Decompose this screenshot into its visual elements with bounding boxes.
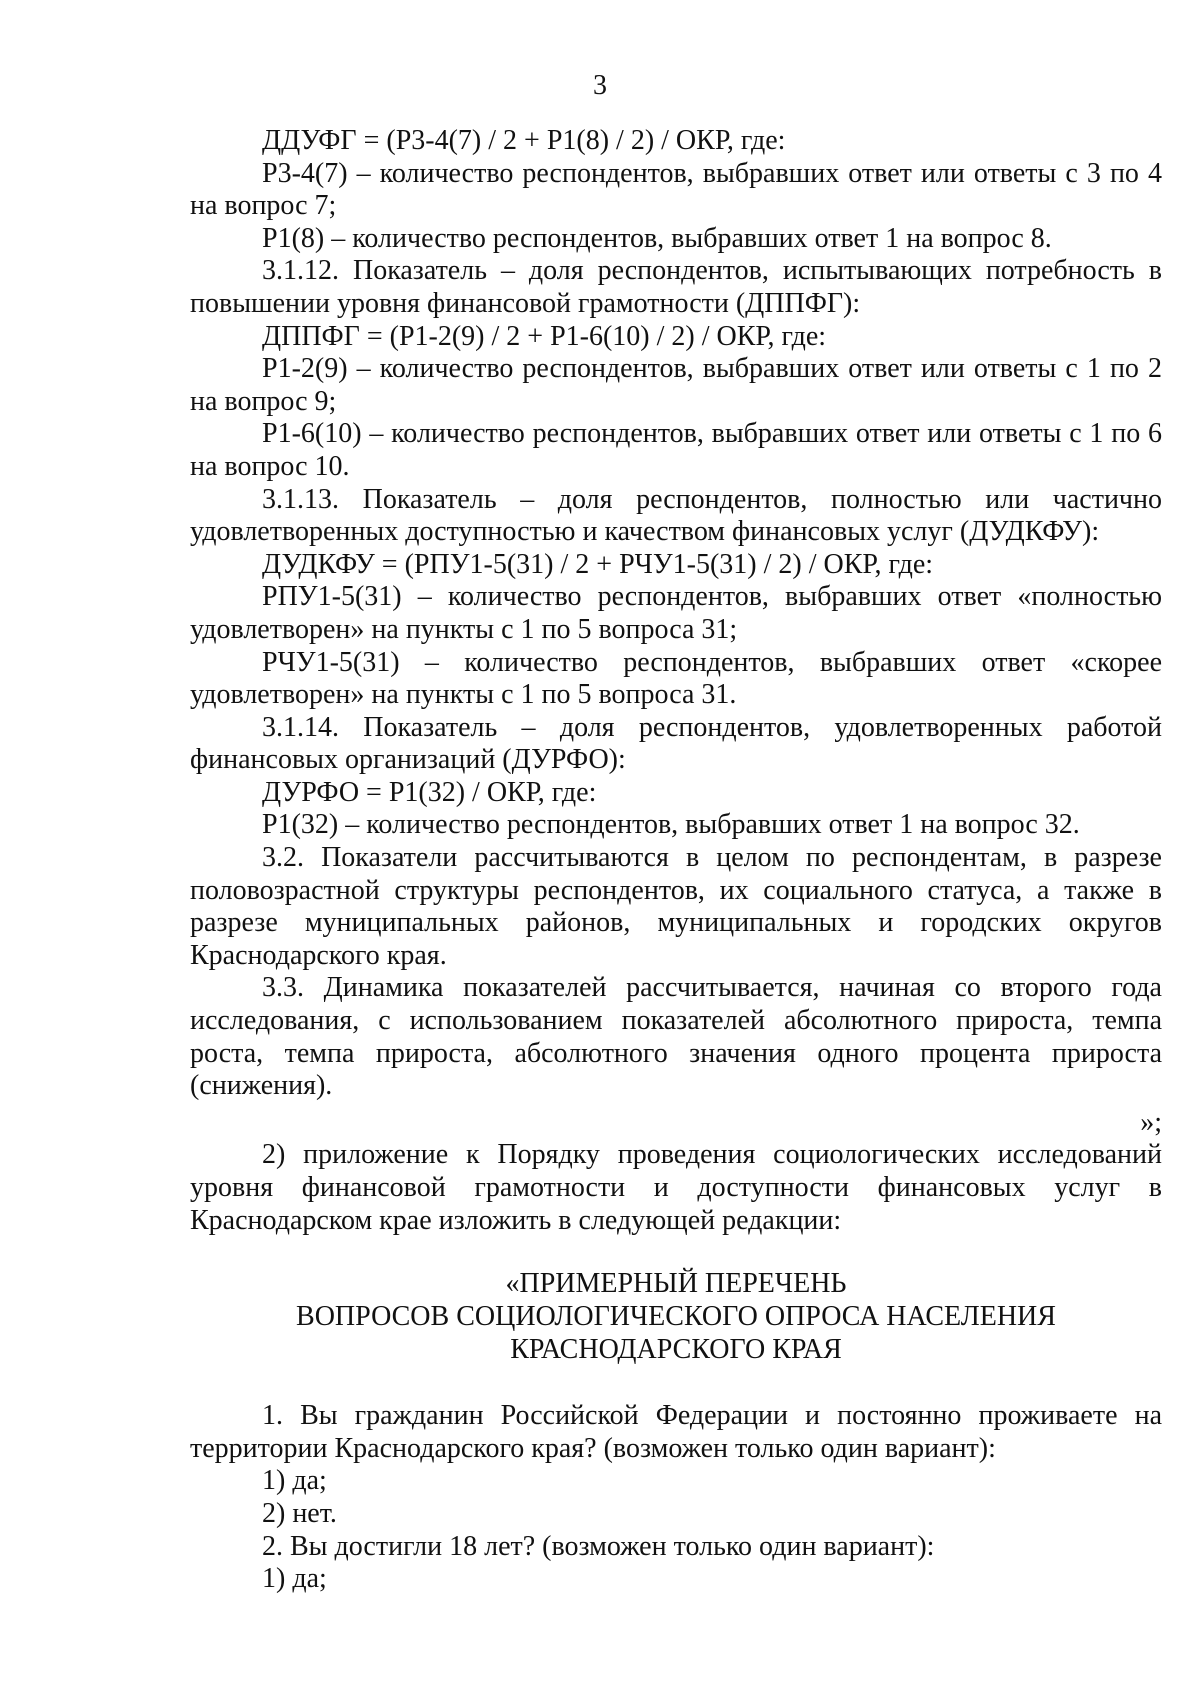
formula-dppfg: ДППФГ = (Р1-2(9) / 2 + Р1-6(10) / 2) / ОКР, где: [262, 320, 827, 352]
closing-quote: »; [1140, 1106, 1162, 1138]
spacer [190, 1237, 1162, 1267]
paragraph-3-3: 3.3. Динамика показателей рассчитывается, начиная со второго года [262, 972, 1162, 1004]
paragraph-3-2-cont-3: Краснодарского края. [190, 939, 447, 971]
question-2: 2. Вы достигли 18 лет? (возможен только один вариант): [262, 1530, 935, 1562]
paragraph-3-3-cont-2: роста, темпа прироста, абсолютного значения одного процента прироста [190, 1037, 1162, 1069]
paragraph-3-2: 3.2. Показатели рассчитываются в целом по респондентам, в разрезе [262, 842, 1162, 874]
page-number: 3 [593, 70, 607, 101]
paragraph-3-1-13-cont: удовлетворенных доступностью и качеством финансовых услуг (ДУДКФУ): [190, 516, 1100, 548]
question-1: 1. Вы гражданин Российской Федерации и постоянно проживаете на [262, 1400, 1162, 1432]
title-line-1: «ПРИМЕРНЫЙ ПЕРЕЧЕНЬ [505, 1268, 847, 1300]
formula-ddufg: ДДУФГ = (Р3-4(7) / 2 + Р1(8) / 2) / ОКР, где: [262, 125, 786, 156]
paragraph-r1-2-9-cont: на вопрос 9; [190, 385, 337, 417]
paragraph-r1-8: Р1(8) – количество респондентов, выбравших ответ 1 на вопрос 8. [262, 222, 1052, 254]
title-line-3: КРАСНОДАРСКОГО КРАЯ [510, 1334, 842, 1366]
paragraph-2-appendix: 2) приложение к Порядку проведения социологических исследований [262, 1139, 1162, 1171]
formula-durfo: ДУРФО = Р1(32) / ОКР, где: [262, 776, 597, 808]
paragraph-3-1-13: 3.1.13. Показатель – доля респондентов, полностью или частично [262, 483, 1162, 515]
paragraph-3-3-cont-3: (снижения). [190, 1070, 333, 1102]
paragraph-r1-6-10-cont: на вопрос 10. [190, 450, 350, 482]
paragraph-3-1-12: 3.1.12. Показатель – доля респондентов, испытывающих потребность в [262, 255, 1162, 287]
paragraph-3-1-14-cont: финансовых организаций (ДУРФО): [190, 744, 626, 776]
paragraph-r3-4-7-cont: на вопрос 7; [190, 190, 337, 222]
paragraph-rpu1-5-31-cont: удовлетворен» на пункты с 1 по 5 вопроса 31; [190, 613, 738, 645]
paragraph-3-2-cont-2: разрезе муниципальных районов, муниципальных и городских округов [190, 907, 1162, 939]
paragraph-r3-4-7: Р3-4(7) – количество респондентов, выбравших ответ или ответы с 3 по 4 [262, 157, 1162, 189]
paragraph-2-appendix-cont-2: Краснодарском крае изложить в следующей редакции: [190, 1204, 842, 1236]
question-1-option-2: 2) нет. [262, 1497, 337, 1529]
paragraph-3-3-cont-1: исследования, с использованием показателей абсолютного прироста, темпа [190, 1005, 1162, 1037]
title-line-2: ВОПРОСОВ СОЦИОЛОГИЧЕСКОГО ОПРОСА НАСЕЛЕНИЯ [296, 1301, 1056, 1333]
paragraph-r1-2-9: Р1-2(9) – количество респондентов, выбравших ответ или ответы с 1 по 2 [262, 353, 1162, 385]
paragraph-rpu1-5-31: РПУ1-5(31) – количество респондентов, выбравших ответ «полностью [262, 581, 1162, 613]
question-2-option-1: 1) да; [262, 1563, 327, 1595]
paragraph-r1-32: Р1(32) – количество респондентов, выбравших ответ 1 на вопрос 32. [262, 809, 1080, 841]
paragraph-rchu1-5-31-cont: удовлетворен» на пункты с 1 по 5 вопроса 31. [190, 679, 737, 711]
paragraph-3-2-cont-1: половозрастной структуры респондентов, их социального статуса, а также в [190, 874, 1162, 906]
spacer [190, 1366, 1162, 1400]
paragraph-3-1-12-cont: повышении уровня финансовой грамотности (ДППФГ): [190, 287, 861, 319]
document-body [190, 125, 1162, 1596]
question-1-cont: территории Краснодарского края? (возможен только один вариант): [190, 1432, 996, 1464]
section-title [190, 1267, 1162, 1366]
formula-dudkfu: ДУДКФУ = (РПУ1-5(31) / 2 + РЧУ1-5(31) / 2) / ОКР, где: [262, 548, 934, 580]
paragraph-2-appendix-cont-1: уровня финансовой грамотности и доступности финансовых услуг в [190, 1172, 1162, 1203]
paragraph-rchu1-5-31: РЧУ1-5(31) – количество респондентов, выбравших ответ «скорее [262, 646, 1162, 678]
paragraph-r1-6-10: Р1-6(10) – количество респондентов, выбравших ответ или ответы с 1 по 6 [262, 418, 1162, 450]
question-1-option-1: 1) да; [262, 1465, 327, 1497]
paragraph-3-1-14: 3.1.14. Показатель – доля респондентов, удовлетворенных работой [262, 711, 1162, 743]
